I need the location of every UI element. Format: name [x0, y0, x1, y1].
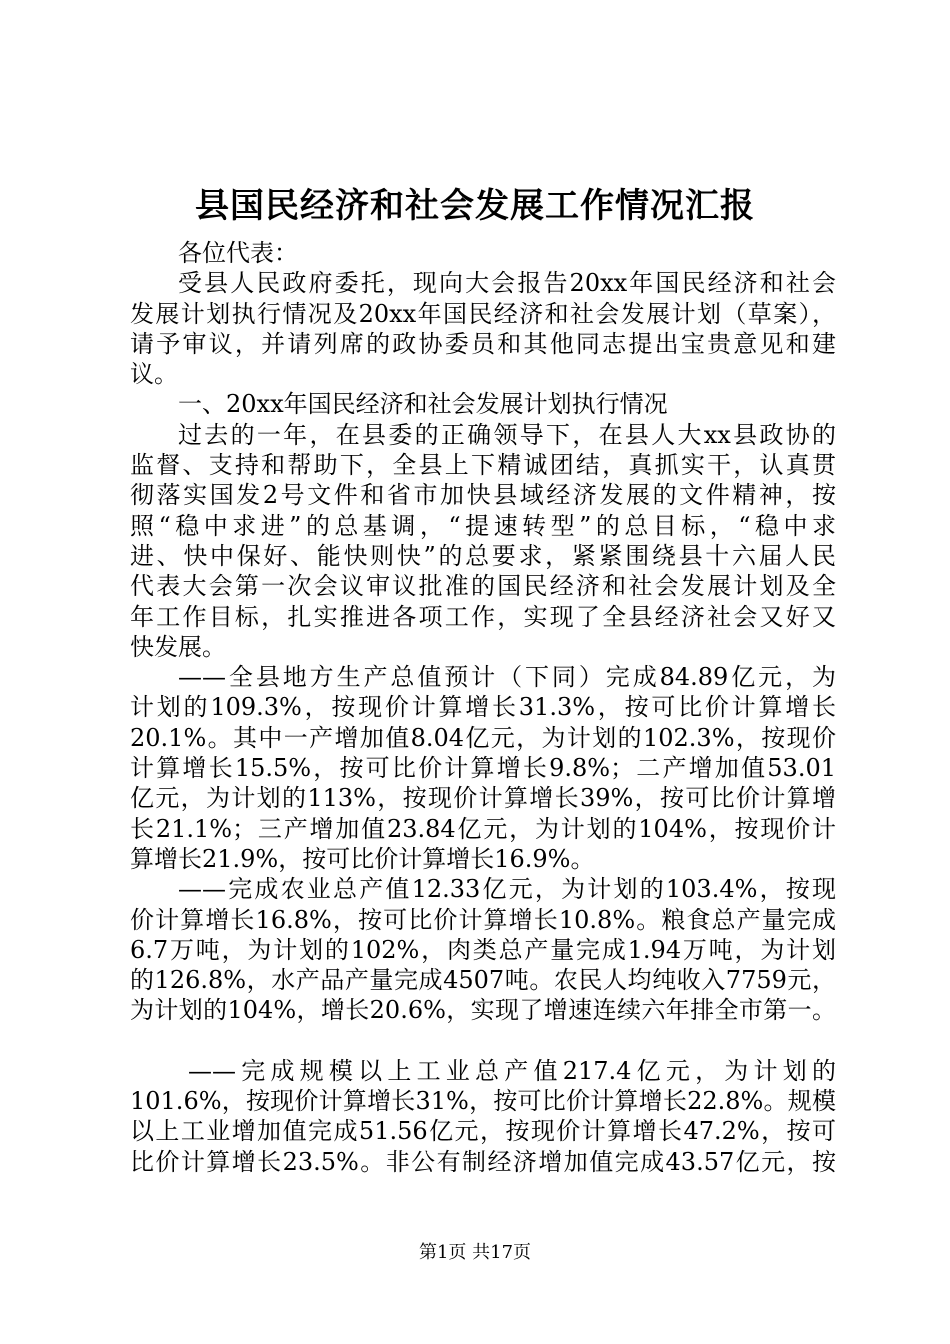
document-title: 县国民经济和社会发展工作情况汇报: [195, 186, 755, 226]
paragraph-line: 计算增长15.5%，按可比价计算增长9.8%；二产增加值53.01: [130, 754, 836, 783]
salutation-line: 各位代表：: [178, 239, 298, 267]
paragraph-line: 6.7万吨，为计划的102%，肉类总产量完成1.94万吨，为计划: [130, 935, 836, 964]
section-heading: 一、20xx年国民经济和社会发展计划执行情况: [178, 390, 668, 419]
paragraph-line: 快发展。: [130, 632, 226, 661]
paragraph-line: 受县人民政府委托，现向大会报告20xx年国民经济和社会: [178, 269, 836, 298]
paragraph-line: 计划的109.3%，按现价计算增长31.3%，按可比价计算增长: [130, 693, 836, 722]
paragraph-line: 算增长21.9%，按可比价计算增长16.9%。: [130, 844, 595, 873]
paragraph-line: 比价计算增长23.5%。非公有制经济增加值完成43.57亿元，按: [130, 1147, 836, 1176]
paragraph-line: 过去的一年，在县委的正确领导下，在县人大xx县政协的: [178, 420, 836, 449]
paragraph-line: 长21.1%；三产增加值23.84亿元，为计划的104%，按现价计: [130, 814, 836, 843]
paragraph-line: 彻落实国发2号文件和省市加快县域经济发展的文件精神，按: [130, 481, 836, 510]
paragraph-line: ——全县地方生产总值预计（下同）完成84.89亿元，为: [178, 663, 836, 692]
paragraph-line: 发展计划执行情况及20xx年国民经济和社会发展计划（草案），: [130, 299, 836, 328]
paragraph-line: 以上工业增加值完成51.56亿元，按现价计算增长47.2%，按可: [130, 1117, 836, 1146]
paragraph-line: 的126.8%，水产品产量完成4507吨。农民人均纯收入7759元，: [130, 966, 836, 995]
paragraph-line: ——完成农业总产值12.33亿元，为计划的103.4%，按现: [178, 875, 836, 904]
paragraph-line: 20.1%。其中一产增加值8.04亿元，为计划的102.3%，按现价: [130, 723, 836, 752]
paragraph-line: 照“稳中求进”的总基调，“提速转型”的总目标，“稳中求: [130, 511, 836, 540]
paragraph-line: 年工作目标，扎实推进各项工作，实现了全县经济社会又好又: [130, 602, 836, 631]
document-body: [130, 238, 836, 1177]
paragraph-line: 进、快中保好、能快则快”的总要求，紧紧围绕县十六届人民: [130, 541, 836, 570]
page-footer: 第1页 共17页: [418, 1242, 532, 1263]
paragraph-line: 代表大会第一次会议审议批准的国民经济和社会发展计划及全: [130, 572, 836, 601]
paragraph-line: 议。: [130, 360, 178, 389]
paragraph-line: 亿元，为计划的113%，按现价计算增长39%，按可比价计算增: [130, 784, 836, 813]
paragraph-gap: [130, 1026, 836, 1056]
paragraph-line: 价计算增长16.8%，按可比价计算增长10.8%。粮食总产量完成: [130, 905, 836, 934]
paragraph-line: 监督、支持和帮助下，全县上下精诚团结，真抓实干，认真贯: [130, 451, 836, 480]
paragraph-line: 请予审议，并请列席的政协委员和其他同志提出宝贵意见和建: [130, 329, 836, 358]
paragraph-line: 101.6%，按现价计算增长31%，按可比价计算增长22.8%。规模: [130, 1087, 836, 1116]
paragraph-line: 为计划的104%，增长20.6%，实现了增速连续六年排全市第一。: [130, 996, 836, 1025]
paragraph-line: ——完成规模以上工业总产值217.4亿元，为计划的: [188, 1056, 836, 1085]
